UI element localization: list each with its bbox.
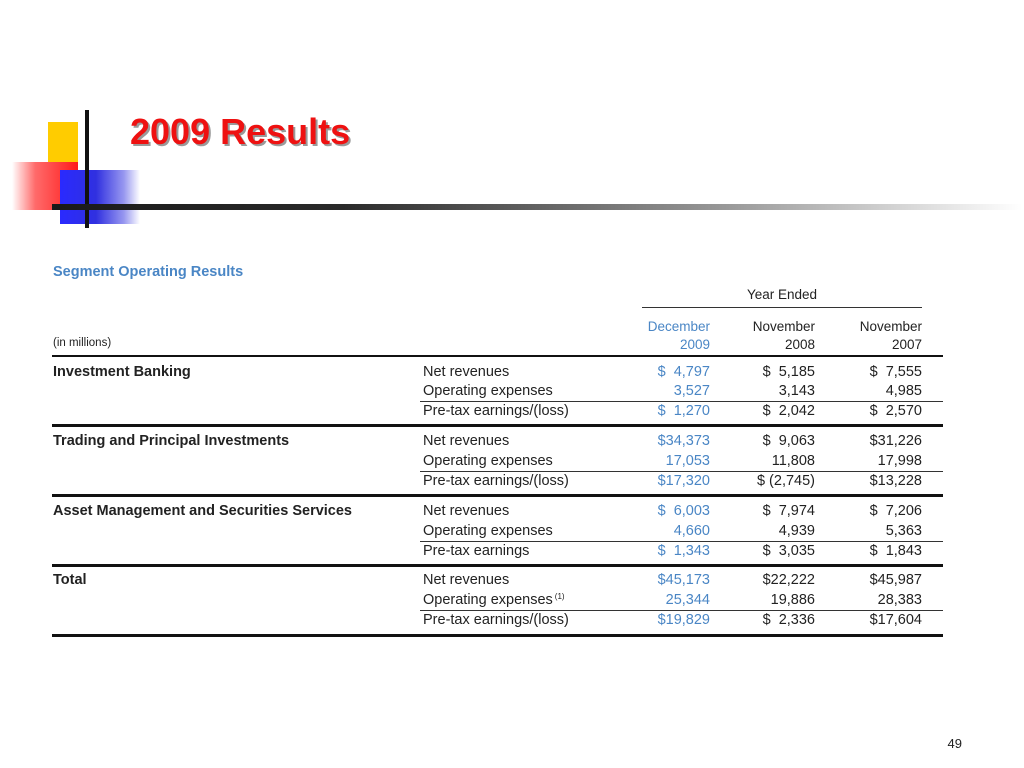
header-rule: [52, 355, 943, 357]
table-cell: $ 9,063: [762, 433, 815, 449]
segment-name: Trading and Principal Investments: [53, 433, 290, 449]
column-header-line2: 2009: [679, 337, 710, 352]
table-cell: $ 2,336: [762, 612, 815, 628]
segment-name: Investment Banking: [53, 364, 191, 380]
subtotal-rule: [420, 541, 943, 542]
table-cell: $ 7,974: [762, 503, 815, 519]
table-cell: $45,987: [869, 572, 922, 588]
table-cell: 3,527: [673, 383, 710, 399]
table-cell: 3,143: [778, 383, 815, 399]
year-ended-header: Year Ended: [746, 287, 818, 302]
row-label: Operating expenses: [423, 453, 553, 469]
row-label: Pre-tax earnings/(loss): [423, 612, 569, 628]
table-cell: $ 7,555: [869, 364, 922, 380]
segment-name: Total: [53, 572, 87, 588]
subtotal-rule: [420, 610, 943, 611]
table-cell: $ 1,343: [657, 543, 710, 559]
table-cell: $ 1,843: [869, 543, 922, 559]
column-header-line1: December: [647, 319, 710, 334]
table-cell: $13,228: [869, 473, 922, 489]
row-label: Net revenues: [423, 433, 510, 449]
table-cell: $ 3,035: [762, 543, 815, 559]
table-cell: $45,173: [657, 572, 710, 588]
table-cell: $ 5,185: [762, 364, 815, 380]
table-cell: 17,998: [877, 453, 922, 469]
table-cell: $19,829: [657, 612, 710, 628]
column-header-line1: November: [859, 319, 922, 334]
table-cell: 25,344: [665, 592, 710, 608]
table-cell: $ (2,745): [756, 473, 815, 489]
table-cell: $31,226: [869, 433, 922, 449]
segment-rule: [52, 564, 943, 567]
page-number: 49: [947, 736, 962, 751]
column-header-nov-2007: [842, 318, 922, 354]
table-cell: 4,660: [673, 523, 710, 539]
table-cell: $22,222: [762, 572, 815, 588]
ornament-blue-square: [60, 170, 140, 224]
table-cell: $17,604: [869, 612, 922, 628]
table-cell: $17,320: [657, 473, 710, 489]
footnote-marker: (1): [554, 592, 565, 601]
table-cell: 4,939: [778, 523, 815, 539]
table-cell: 28,383: [877, 592, 922, 608]
year-ended-rule: [642, 307, 922, 308]
subtotal-rule: [420, 471, 943, 472]
column-header-dec-2009: [630, 318, 710, 354]
column-header-nov-2008: [735, 318, 815, 354]
table-cell: $ 1,270: [657, 403, 710, 419]
segment-rule: [52, 424, 943, 427]
table-cell: 19,886: [770, 592, 815, 608]
column-header-line1: November: [752, 319, 815, 334]
segment-rule: [52, 494, 943, 497]
table-caption: Segment Operating Results: [53, 264, 244, 280]
table-cell: 4,985: [885, 383, 922, 399]
table-cell: $34,373: [657, 433, 710, 449]
row-label: Net revenues: [423, 572, 510, 588]
ornament-vertical-line: [85, 110, 89, 228]
table-cell: $ 2,570: [869, 403, 922, 419]
row-label: Operating expenses: [423, 383, 553, 399]
table-cell: 17,053: [665, 453, 710, 469]
row-label-text: Operating expenses: [423, 592, 553, 608]
row-label: Net revenues: [423, 364, 510, 380]
table-cell: $ 6,003: [657, 503, 710, 519]
row-label: Net revenues: [423, 503, 510, 519]
column-header-line2: 2007: [891, 337, 922, 352]
row-label: Pre-tax earnings/(loss): [423, 403, 569, 419]
table-cell: 11,808: [771, 453, 815, 469]
row-label: Pre-tax earnings: [423, 543, 530, 559]
row-label: Pre-tax earnings/(loss): [423, 473, 569, 489]
slide-title: 2009 Results: [130, 111, 351, 152]
table-cell: 5,363: [885, 523, 922, 539]
units-label: (in millions): [53, 337, 112, 349]
table-cell: $ 4,797: [657, 364, 710, 380]
segment-name: Asset Management and Securities Services: [53, 503, 352, 519]
table-bottom-rule: [52, 634, 943, 637]
table-cell: $ 2,042: [762, 403, 815, 419]
column-header-line2: 2008: [784, 337, 815, 352]
row-label: [423, 592, 565, 608]
table-cell: $ 7,206: [869, 503, 922, 519]
subtotal-rule: [420, 401, 943, 402]
ornament-yellow-square: [48, 122, 78, 162]
ornament-horizontal-rule: [52, 204, 1022, 210]
row-label: Operating expenses: [423, 523, 553, 539]
